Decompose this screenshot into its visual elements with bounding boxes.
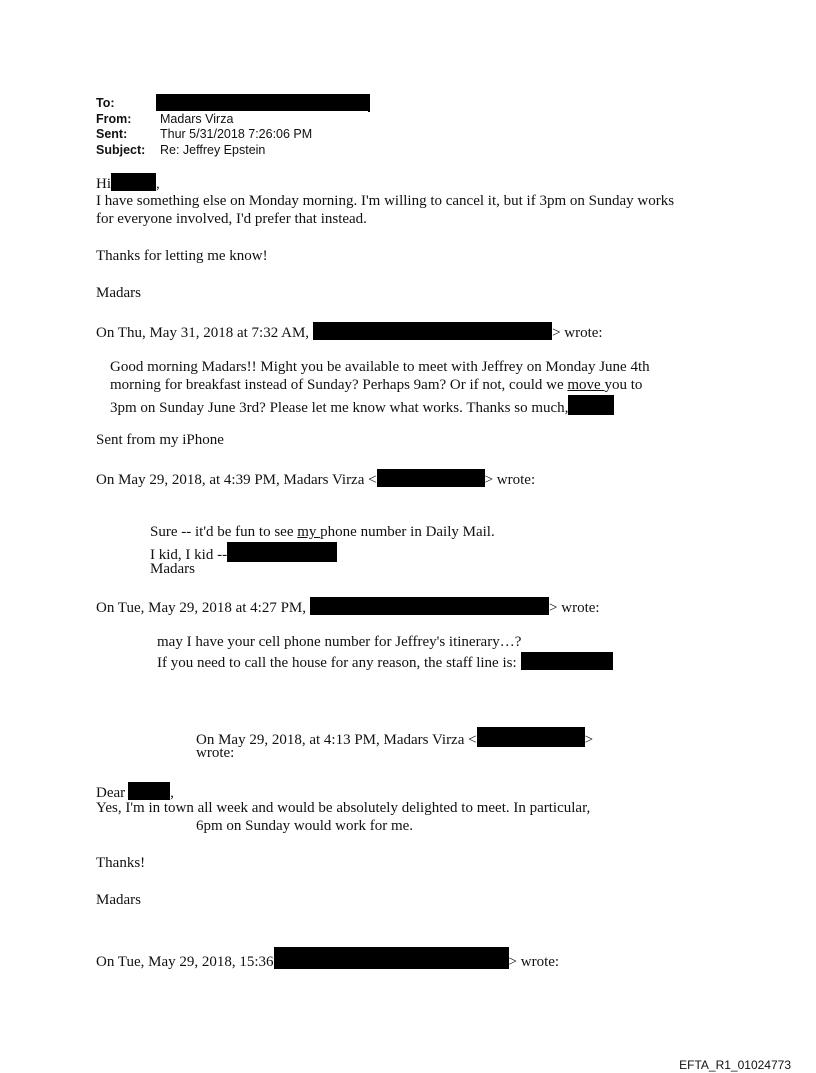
reply-thanks: Thanks for letting me know! bbox=[96, 248, 268, 264]
redaction-mark bbox=[368, 98, 370, 112]
redaction-name bbox=[128, 782, 170, 800]
sent-value: Thur 5/31/2018 7:26:06 PM bbox=[160, 127, 313, 141]
quote5-attribution-end: > wrote: bbox=[508, 954, 560, 970]
quote4-line-2: 6pm on Sunday would work for me. bbox=[196, 818, 414, 834]
quote2-attribution bbox=[96, 469, 535, 489]
from-label: From: bbox=[96, 112, 132, 126]
quote4-thanks: Thanks! bbox=[96, 855, 146, 871]
quote4-attribution bbox=[196, 727, 593, 749]
quote1-attribution-end: > wrote: bbox=[552, 325, 603, 341]
redaction-email bbox=[477, 727, 585, 747]
quote1-line-2-c: you to bbox=[604, 377, 643, 393]
redaction-phone bbox=[227, 542, 337, 562]
quote4-dear: Dear bbox=[96, 785, 126, 801]
sent-label: Sent: bbox=[96, 127, 128, 141]
quote4-signature: Madars bbox=[96, 892, 141, 908]
quote2-line-1-b: my bbox=[297, 524, 321, 540]
quote1-line-1: Good morning Madars!! Might you be available to meet with Jeffrey on Monday June 4th bbox=[110, 359, 650, 375]
quote2-line-1 bbox=[150, 524, 495, 541]
subject-label: Subject: bbox=[96, 143, 146, 157]
quote3-attribution-start: On Tue, May 29, 2018 at 4:27 PM, bbox=[96, 600, 307, 616]
quote3-attribution bbox=[96, 597, 600, 617]
quote2-attribution-start: On May 29, 2018, at 4:39 PM, Madars Virza < bbox=[96, 472, 377, 488]
to-label: To: bbox=[96, 96, 115, 110]
redaction-phone bbox=[521, 652, 613, 670]
quote4-attribution-start: On May 29, 2018, at 4:13 PM, Madars Virza < bbox=[196, 732, 477, 748]
subject-value: Re: Jeffrey Epstein bbox=[160, 143, 266, 157]
quote1-line-3-text: 3pm on Sunday June 3rd? Please let me know what works. Thanks so much, bbox=[110, 400, 569, 416]
quote1-attribution-start: On Thu, May 31, 2018 at 7:32 AM, bbox=[96, 325, 310, 341]
quote4-dear-end: , bbox=[170, 785, 174, 801]
document-id: EFTA_R1_01024773 bbox=[679, 1058, 791, 1072]
quote1-line-2 bbox=[110, 377, 642, 394]
reply-signature: Madars bbox=[96, 285, 141, 301]
quote4-dear-line bbox=[96, 782, 174, 802]
quote4-line-1: Yes, I'm in town all week and would be absolutely delighted to meet. In particular, bbox=[96, 800, 591, 816]
quote4-attribution-end: > bbox=[584, 732, 594, 748]
quote2-line-3: Madars bbox=[150, 561, 195, 577]
redaction-email bbox=[274, 947, 509, 969]
quote1-line-3 bbox=[110, 395, 614, 417]
quote2-attribution-end: > wrote: bbox=[484, 472, 536, 488]
reply-greeting-line bbox=[96, 173, 160, 193]
from-value: Madars Virza bbox=[160, 112, 234, 126]
quote3-line-2-text: If you need to call the house for any reason, the staff line is: bbox=[157, 655, 517, 671]
quote2-line-1-a: Sure -- it'd be fun to see bbox=[150, 524, 298, 540]
quote3-attribution-end: > wrote: bbox=[549, 600, 600, 616]
sent-from-iphone: Sent from my iPhone bbox=[96, 432, 224, 448]
redaction-email bbox=[313, 322, 552, 340]
quote1-line-2-a: morning for breakfast instead of Sunday? Perhaps 9am? Or if not, could we bbox=[110, 377, 568, 393]
redaction-email bbox=[377, 469, 485, 487]
reply-line-2: for everyone involved, I'd prefer that instead. bbox=[96, 211, 367, 227]
quote3-line-1: may I have your cell phone number for Jeffrey's itinerary…? bbox=[157, 634, 522, 650]
quote4-attribution-wrote: wrote: bbox=[196, 745, 235, 761]
redaction-email bbox=[310, 597, 549, 615]
quote1-attribution bbox=[96, 322, 603, 342]
reply-greeting: Hi bbox=[96, 176, 111, 192]
quote3-line-2 bbox=[157, 652, 613, 672]
redaction-to-address bbox=[156, 94, 370, 111]
quote2-line-1-c: phone number in Daily Mail. bbox=[320, 524, 495, 540]
reply-line-1: I have something else on Monday morning. I'm willing to cancel it, but if 3pm on Sunday works bbox=[96, 193, 675, 209]
redaction-signature bbox=[568, 395, 614, 415]
quote1-line-2-b: move bbox=[567, 377, 605, 393]
quote5-attribution-start: On Tue, May 29, 2018, 15:36 bbox=[96, 954, 274, 970]
quote5-attribution bbox=[96, 947, 559, 971]
quote2-line-2-text: I kid, I kid -- bbox=[150, 547, 228, 563]
reply-greeting-end: , bbox=[156, 176, 160, 192]
redaction-name bbox=[111, 173, 156, 191]
